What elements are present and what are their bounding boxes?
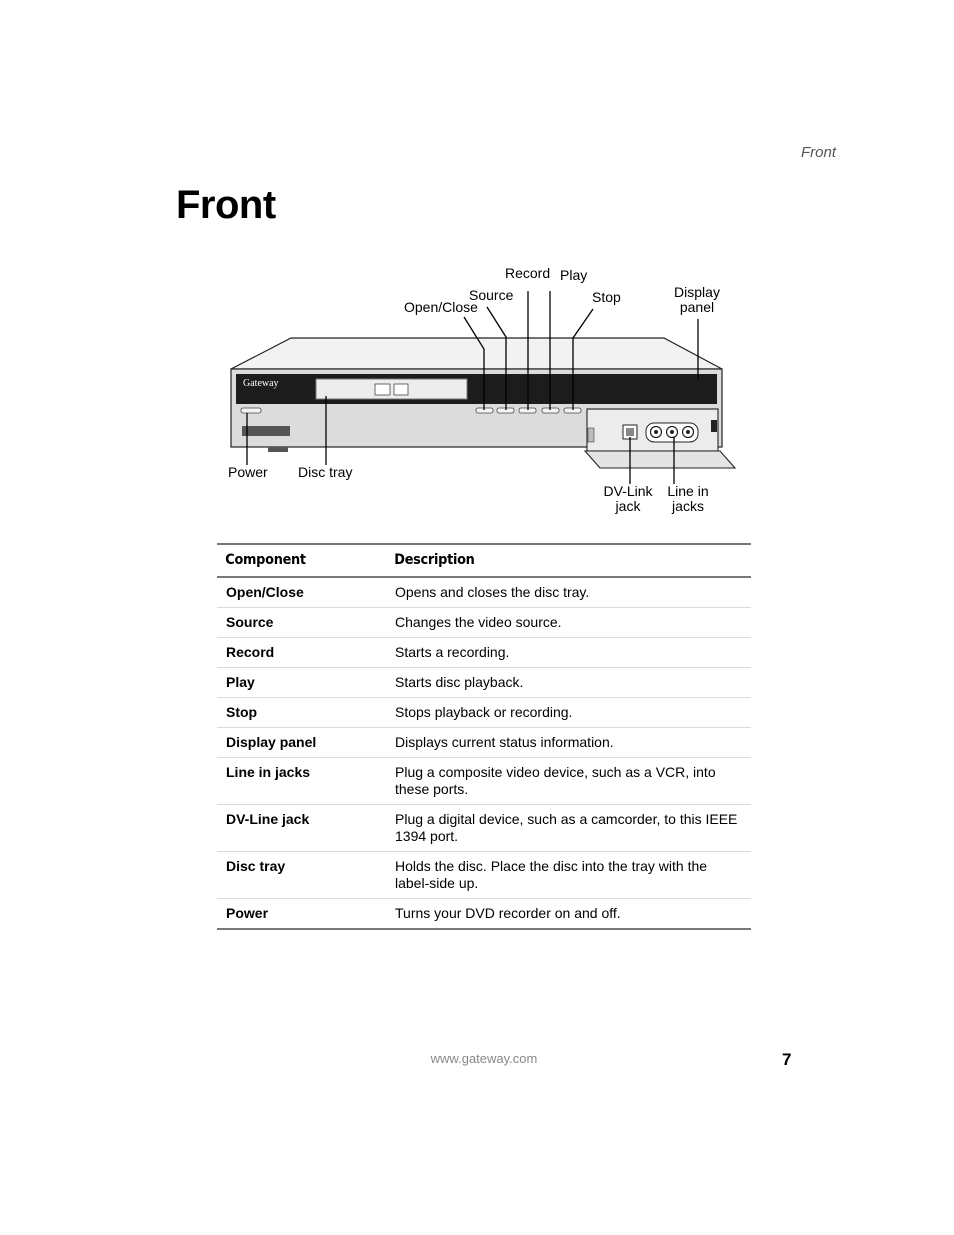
callout-power: Power <box>228 464 268 480</box>
foot-shape <box>268 447 288 452</box>
table-header-row <box>217 544 751 577</box>
disc-tray-shape <box>316 379 467 399</box>
description-cell: Holds the disc. Place the disc into the tray with the label-side up. <box>386 852 751 899</box>
description-cell: Plug a composite video device, such as a VCR, into these ports. <box>386 758 751 805</box>
footer-url[interactable]: www.gateway.com <box>430 1051 538 1066</box>
component-cell: Display panel <box>217 728 386 758</box>
table-row <box>217 899 751 930</box>
input-panel-door <box>585 451 735 468</box>
component-cell: Line in jacks <box>217 758 386 805</box>
table-row <box>217 668 751 698</box>
page-title: Front <box>176 183 276 227</box>
description-cell: Displays current status information. <box>386 728 751 758</box>
callout-source: Source <box>469 287 514 303</box>
component-cell: Power <box>217 899 386 930</box>
page-number: 7 <box>782 1050 792 1069</box>
table-row <box>217 638 751 668</box>
display-strip <box>236 374 717 404</box>
description-cell: Starts disc playback. <box>386 668 751 698</box>
dvd-recorder-illustration <box>0 0 954 530</box>
feature-logos-icon <box>242 426 290 436</box>
dv-link-port-inner <box>626 428 634 436</box>
column-header-description: Description <box>386 544 722 577</box>
rw-logo-icon <box>394 384 408 395</box>
callout-dv-link-jack: DV-Link jack <box>603 483 653 514</box>
running-head: Front <box>800 144 836 161</box>
brand-logo: Gateway <box>243 378 279 389</box>
component-cell: DV-Line jack <box>217 805 386 852</box>
table-row <box>217 698 751 728</box>
callout-display-panel: Display panel <box>674 284 720 315</box>
component-cell: Disc tray <box>217 852 386 899</box>
callout-record: Record <box>505 265 551 281</box>
dvd-recorder-figure <box>0 0 954 530</box>
callout-disc-tray: Disc tray <box>298 464 353 480</box>
table-row <box>217 608 751 638</box>
component-cell: Play <box>217 668 386 698</box>
component-cell: Open/Close <box>217 577 386 608</box>
component-cell: Record <box>217 638 386 668</box>
table-row <box>217 577 751 608</box>
description-cell: Turns your DVD recorder on and off. <box>386 899 751 930</box>
table-row <box>217 728 751 758</box>
table-row <box>217 758 751 805</box>
description-cell: Changes the video source. <box>386 608 751 638</box>
callout-line-in-jacks: Line in jacks <box>667 483 709 514</box>
power-button <box>241 408 261 413</box>
callout-play: Play <box>560 267 588 283</box>
dvd-logo-icon <box>375 384 390 395</box>
description-cell: Starts a recording. <box>386 638 751 668</box>
component-table <box>217 543 751 930</box>
column-header-component: Component <box>217 544 372 577</box>
description-cell: Opens and closes the disc tray. <box>386 577 751 608</box>
component-cell: Source <box>217 608 386 638</box>
callout-open-close: Open/Close <box>404 299 478 315</box>
description-cell: Plug a digital device, such as a camcorder, to this IEEE 1394 port. <box>386 805 751 852</box>
description-cell: Stops playback or recording. <box>386 698 751 728</box>
table-row <box>217 852 751 899</box>
component-cell: Stop <box>217 698 386 728</box>
table-row <box>217 805 751 852</box>
callout-stop: Stop <box>592 289 621 305</box>
recorder-top-surface <box>231 338 722 369</box>
